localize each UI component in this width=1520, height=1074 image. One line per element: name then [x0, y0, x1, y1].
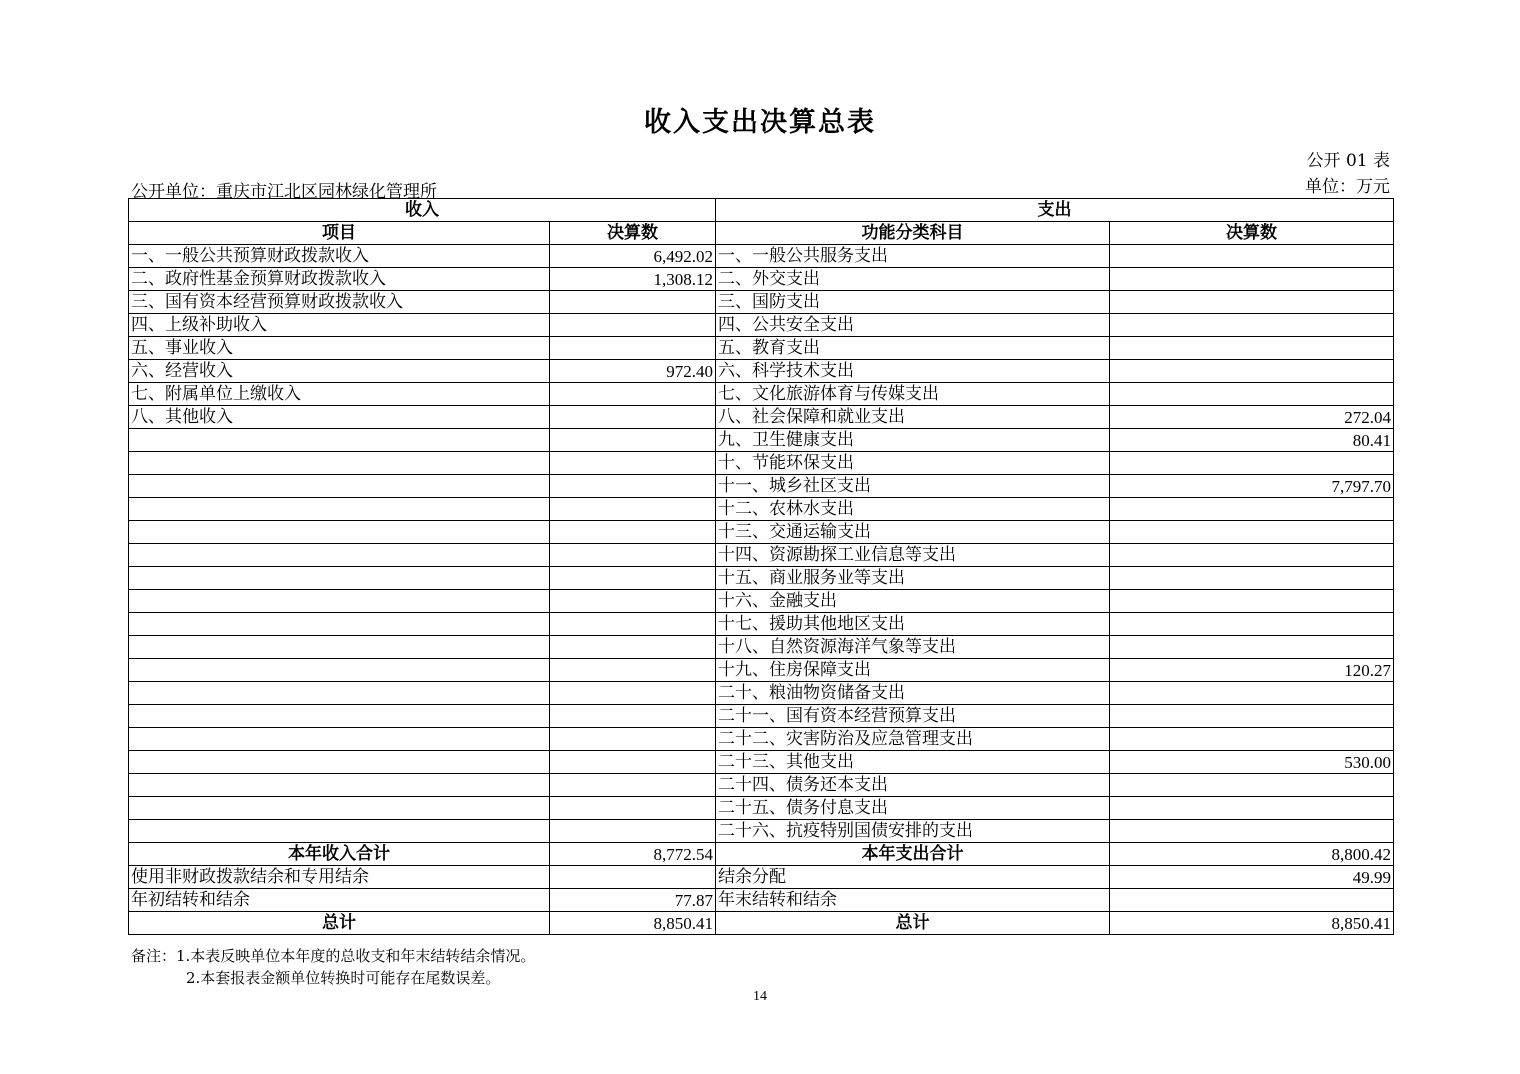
note-line-1: 备注：1.本表反映单位本年度的总收支和年末结转结余情况。 — [131, 947, 536, 965]
expense-item: 二十、粮油物资储备支出 — [716, 682, 1110, 705]
income-item — [129, 636, 550, 659]
budget-table — [128, 198, 1394, 935]
expense-item: 十六、金融支出 — [716, 590, 1110, 613]
expense-amount — [1110, 498, 1394, 521]
income-amount — [550, 452, 716, 475]
income-item — [129, 452, 550, 475]
expense-amount — [1110, 360, 1394, 383]
income-item — [129, 521, 550, 544]
nonfiscal-surplus-amount — [550, 866, 716, 889]
expense-total-amount: 8,800.42 — [1110, 843, 1394, 866]
income-item — [129, 682, 550, 705]
note-line-2: 2.本套报表金额单位转换时可能存在尾数误差。 — [186, 969, 501, 987]
table-row — [129, 452, 1394, 475]
expense-amount — [1110, 705, 1394, 728]
income-item: 二、政府性基金预算财政拨款收入 — [129, 268, 550, 291]
income-amount: 6,492.02 — [550, 245, 716, 268]
expense-amount — [1110, 682, 1394, 705]
income-item — [129, 751, 550, 774]
annual-total-row — [129, 843, 1394, 866]
expense-item: 十一、城乡社区支出 — [716, 475, 1110, 498]
income-amount — [550, 797, 716, 820]
table-row — [129, 314, 1394, 337]
table-row — [129, 498, 1394, 521]
expense-item: 十八、自然资源海洋气象等支出 — [716, 636, 1110, 659]
expense-item: 五、教育支出 — [716, 337, 1110, 360]
table-row — [129, 245, 1394, 268]
expense-amount: 7,797.70 — [1110, 475, 1394, 498]
income-amount — [550, 521, 716, 544]
expense-amount — [1110, 521, 1394, 544]
table-row — [129, 429, 1394, 452]
expense-item: 六、科学技术支出 — [716, 360, 1110, 383]
income-amount — [550, 498, 716, 521]
expense-item: 二十一、国有资本经营预算支出 — [716, 705, 1110, 728]
table-row — [129, 268, 1394, 291]
expense-amount — [1110, 314, 1394, 337]
beginning-carryover-amount: 77.87 — [550, 889, 716, 912]
table-row — [129, 797, 1394, 820]
income-item — [129, 820, 550, 843]
table-row — [129, 774, 1394, 797]
table-row — [129, 544, 1394, 567]
expense-amount — [1110, 797, 1394, 820]
ending-carryover-label: 年末结转和结余 — [716, 889, 1110, 912]
expense-amount-column-header: 决算数 — [1110, 222, 1394, 245]
expense-item: 十七、援助其他地区支出 — [716, 613, 1110, 636]
table-row — [129, 613, 1394, 636]
expense-item: 二十二、灾害防治及应急管理支出 — [716, 728, 1110, 751]
table-row — [129, 705, 1394, 728]
expense-amount — [1110, 544, 1394, 567]
expense-amount: 272.04 — [1110, 406, 1394, 429]
expense-amount — [1110, 728, 1394, 751]
income-item — [129, 590, 550, 613]
expense-amount — [1110, 567, 1394, 590]
expense-item: 七、文化旅游体育与传媒支出 — [716, 383, 1110, 406]
expense-item: 二、外交支出 — [716, 268, 1110, 291]
income-amount-column-header: 决算数 — [550, 222, 716, 245]
expense-amount — [1110, 245, 1394, 268]
income-item — [129, 475, 550, 498]
page-number: 14 — [753, 989, 767, 1004]
income-amount — [550, 475, 716, 498]
expense-item: 十四、资源勘探工业信息等支出 — [716, 544, 1110, 567]
expense-total-label: 本年支出合计 — [716, 843, 1110, 866]
expense-amount — [1110, 268, 1394, 291]
expense-group-header: 支出 — [716, 199, 1394, 222]
function-column-header: 功能分类科目 — [716, 222, 1110, 245]
expense-item: 十九、住房保障支出 — [716, 659, 1110, 682]
income-total-label: 本年收入合计 — [129, 843, 550, 866]
expense-amount — [1110, 613, 1394, 636]
income-amount — [550, 774, 716, 797]
ending-carryover-amount — [1110, 889, 1394, 912]
group-header-row — [129, 199, 1394, 222]
grand-total-row — [129, 912, 1394, 935]
expense-item: 九、卫生健康支出 — [716, 429, 1110, 452]
expense-amount — [1110, 337, 1394, 360]
table-row — [129, 751, 1394, 774]
organization-label: 公开单位：重庆市江北区园林绿化管理所 — [131, 182, 437, 202]
income-amount — [550, 406, 716, 429]
expense-item: 三、国防支出 — [716, 291, 1110, 314]
expense-amount — [1110, 383, 1394, 406]
expense-item: 二十五、债务付息支出 — [716, 797, 1110, 820]
table-code: 公开 01 表 — [1306, 151, 1390, 171]
table-row — [129, 291, 1394, 314]
table-row — [129, 636, 1394, 659]
table-row — [129, 360, 1394, 383]
table-row — [129, 521, 1394, 544]
income-amount: 1,308.12 — [550, 268, 716, 291]
income-group-header: 收入 — [129, 199, 716, 222]
income-amount — [550, 820, 716, 843]
expense-item: 二十六、抗疫特别国债安排的支出 — [716, 820, 1110, 843]
income-amount — [550, 728, 716, 751]
surplus-row — [129, 866, 1394, 889]
income-total-amount: 8,772.54 — [550, 843, 716, 866]
income-amount — [550, 659, 716, 682]
table-row — [129, 659, 1394, 682]
income-amount — [550, 613, 716, 636]
expense-item: 十三、交通运输支出 — [716, 521, 1110, 544]
income-item: 四、上级补助收入 — [129, 314, 550, 337]
table-row — [129, 682, 1394, 705]
table-row — [129, 567, 1394, 590]
income-item — [129, 797, 550, 820]
expense-item: 二十四、债务还本支出 — [716, 774, 1110, 797]
beginning-carryover-label: 年初结转和结余 — [129, 889, 550, 912]
income-item: 一、一般公共预算财政拨款收入 — [129, 245, 550, 268]
income-amount — [550, 544, 716, 567]
nonfiscal-surplus-label: 使用非财政拨款结余和专用结余 — [129, 866, 550, 889]
income-amount — [550, 636, 716, 659]
income-amount — [550, 751, 716, 774]
income-amount — [550, 314, 716, 337]
table-row — [129, 820, 1394, 843]
expense-item: 八、社会保障和就业支出 — [716, 406, 1110, 429]
income-item — [129, 613, 550, 636]
table-row — [129, 590, 1394, 613]
expense-item: 十五、商业服务业等支出 — [716, 567, 1110, 590]
income-item — [129, 429, 550, 452]
income-item: 六、经营收入 — [129, 360, 550, 383]
surplus-distribution-amount: 49.99 — [1110, 866, 1394, 889]
income-item: 三、国有资本经营预算财政拨款收入 — [129, 291, 550, 314]
table-row — [129, 728, 1394, 751]
income-grand-total-amount: 8,850.41 — [550, 912, 716, 935]
income-item — [129, 659, 550, 682]
page-title: 收入支出决算总表 — [644, 107, 876, 138]
income-item — [129, 705, 550, 728]
table-row — [129, 475, 1394, 498]
expense-amount: 80.41 — [1110, 429, 1394, 452]
income-amount — [550, 682, 716, 705]
expense-amount — [1110, 774, 1394, 797]
surplus-distribution-label: 结余分配 — [716, 866, 1110, 889]
expense-amount — [1110, 820, 1394, 843]
income-amount — [550, 337, 716, 360]
expense-amount — [1110, 636, 1394, 659]
expense-item: 一、一般公共服务支出 — [716, 245, 1110, 268]
income-item — [129, 774, 550, 797]
income-amount — [550, 383, 716, 406]
income-amount — [550, 590, 716, 613]
income-item: 五、事业收入 — [129, 337, 550, 360]
expense-amount: 120.27 — [1110, 659, 1394, 682]
expense-grand-total-amount: 8,850.41 — [1110, 912, 1394, 935]
income-amount — [550, 429, 716, 452]
income-item — [129, 544, 550, 567]
income-amount — [550, 705, 716, 728]
income-amount: 972.40 — [550, 360, 716, 383]
expense-grand-total-label: 总计 — [716, 912, 1110, 935]
expense-amount — [1110, 291, 1394, 314]
expense-amount — [1110, 590, 1394, 613]
expense-amount — [1110, 452, 1394, 475]
expense-amount: 530.00 — [1110, 751, 1394, 774]
income-item — [129, 567, 550, 590]
income-item: 七、附属单位上缴收入 — [129, 383, 550, 406]
income-amount — [550, 291, 716, 314]
column-header-row — [129, 222, 1394, 245]
expense-item: 四、公共安全支出 — [716, 314, 1110, 337]
income-item — [129, 728, 550, 751]
table-row — [129, 406, 1394, 429]
income-item — [129, 498, 550, 521]
carryover-row — [129, 889, 1394, 912]
unit-label: 单位：万元 — [1305, 177, 1390, 197]
expense-item: 十二、农林水支出 — [716, 498, 1110, 521]
income-item: 八、其他收入 — [129, 406, 550, 429]
expense-item: 二十三、其他支出 — [716, 751, 1110, 774]
table-row — [129, 383, 1394, 406]
expense-item: 十、节能环保支出 — [716, 452, 1110, 475]
income-grand-total-label: 总计 — [129, 912, 550, 935]
item-column-header: 项目 — [129, 222, 550, 245]
income-amount — [550, 567, 716, 590]
table-row — [129, 337, 1394, 360]
